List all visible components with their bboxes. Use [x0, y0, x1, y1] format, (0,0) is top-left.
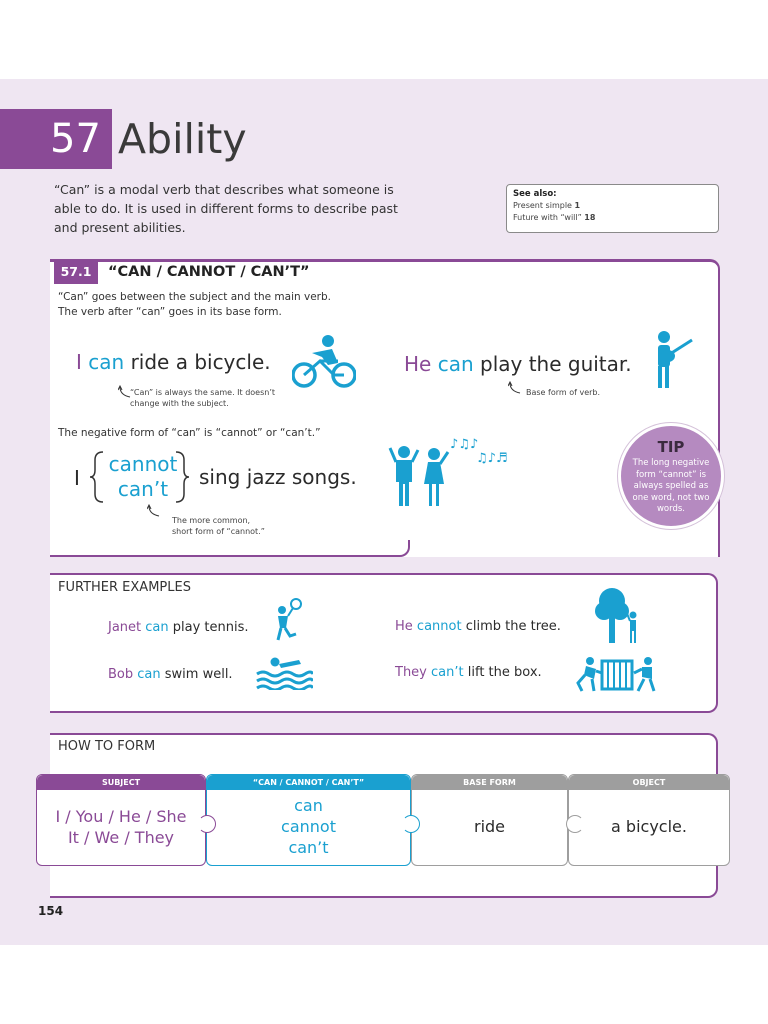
how-to-form-heading: HOW TO FORM	[58, 739, 156, 754]
note-text: change with the subject.	[130, 399, 229, 408]
puzzle-piece-base-form	[411, 774, 568, 866]
see-also-box	[506, 184, 719, 233]
see-also-item[interactable]: Future with “will” 18	[513, 213, 596, 222]
arrow-icon	[147, 504, 161, 518]
example-sentence: He can play the guitar.	[404, 352, 632, 376]
column-body: can cannot can’t	[281, 796, 336, 857]
tip-circle	[618, 423, 724, 529]
example-sentence: I can ride a bicycle.	[76, 350, 271, 374]
puzzle-connector	[402, 815, 420, 833]
swimmer-icon	[255, 656, 313, 690]
svg-text:♫♪♬: ♫♪♬	[476, 451, 508, 466]
puzzle-piece-modal	[206, 774, 411, 866]
see-also-heading: See also:	[513, 189, 557, 199]
further-heading: FURTHER EXAMPLES	[58, 580, 191, 595]
column-body: a bicycle.	[611, 817, 687, 836]
note-text: “Can” is always the same. It doesn’t	[130, 388, 276, 397]
example-subject: I	[74, 466, 80, 490]
further-example: Bob can swim well.	[108, 667, 233, 682]
see-also-item[interactable]: Present simple 1	[513, 201, 581, 210]
negative-intro: The negative form of “can” is “cannot” or “can’t.”	[58, 427, 321, 439]
puzzle-connector	[566, 815, 584, 833]
chapter-title: Ability	[118, 115, 247, 163]
form-cannot: cannot	[108, 452, 178, 476]
further-example: They can’t lift the box.	[395, 665, 542, 680]
note-text: The more common,	[172, 516, 251, 525]
svg-text:♪♫♪: ♪♫♪	[450, 437, 479, 452]
page-number: 154	[38, 904, 64, 918]
column-header: SUBJECT	[37, 775, 205, 790]
intro-text: “Can” is a modal verb that describes what someone is able to do. It is used in different forms to describe past and present abilities.	[54, 182, 398, 235]
further-example: Janet can play tennis.	[108, 620, 249, 635]
section-number-tab: 57.1	[54, 259, 98, 284]
section-panel-bottom	[50, 540, 410, 557]
example-rest: sing jazz songs.	[199, 465, 357, 489]
cyclist-icon	[292, 333, 356, 391]
tree-icon	[594, 587, 642, 645]
lifting-box-icon	[572, 655, 660, 693]
puzzle-connector	[198, 815, 216, 833]
explain-line: The verb after “can” goes in its base form.	[58, 306, 282, 318]
section-title: “CAN / CANNOT / CAN’T”	[108, 264, 310, 280]
column-body: I / You / He / She It / We / They	[55, 806, 187, 847]
puzzle-piece-subject	[36, 774, 206, 866]
column-header: “CAN / CANNOT / CAN’T”	[207, 775, 410, 790]
tip-body: The long negative form “cannot” is always spelled as one word, not two words.	[632, 458, 710, 514]
arrow-icon	[508, 381, 522, 395]
chapter-number: 57	[50, 116, 101, 162]
column-header: BASE FORM	[412, 775, 567, 790]
puzzle-piece-object	[568, 774, 730, 866]
form-cant: can’t	[117, 477, 169, 501]
further-example: He cannot climb the tree.	[395, 619, 561, 634]
column-header: OBJECT	[569, 775, 729, 790]
note-text: Base form of verb.	[526, 388, 601, 397]
guitarist-icon	[652, 330, 694, 390]
singers-icon	[388, 434, 524, 508]
explain-line: “Can” goes between the subject and the main verb.	[58, 291, 331, 303]
tip-title: TIP	[657, 438, 685, 456]
note-text: short form of “cannot.”	[172, 527, 265, 536]
tennis-icon	[266, 596, 306, 642]
column-body: ride	[473, 817, 506, 836]
